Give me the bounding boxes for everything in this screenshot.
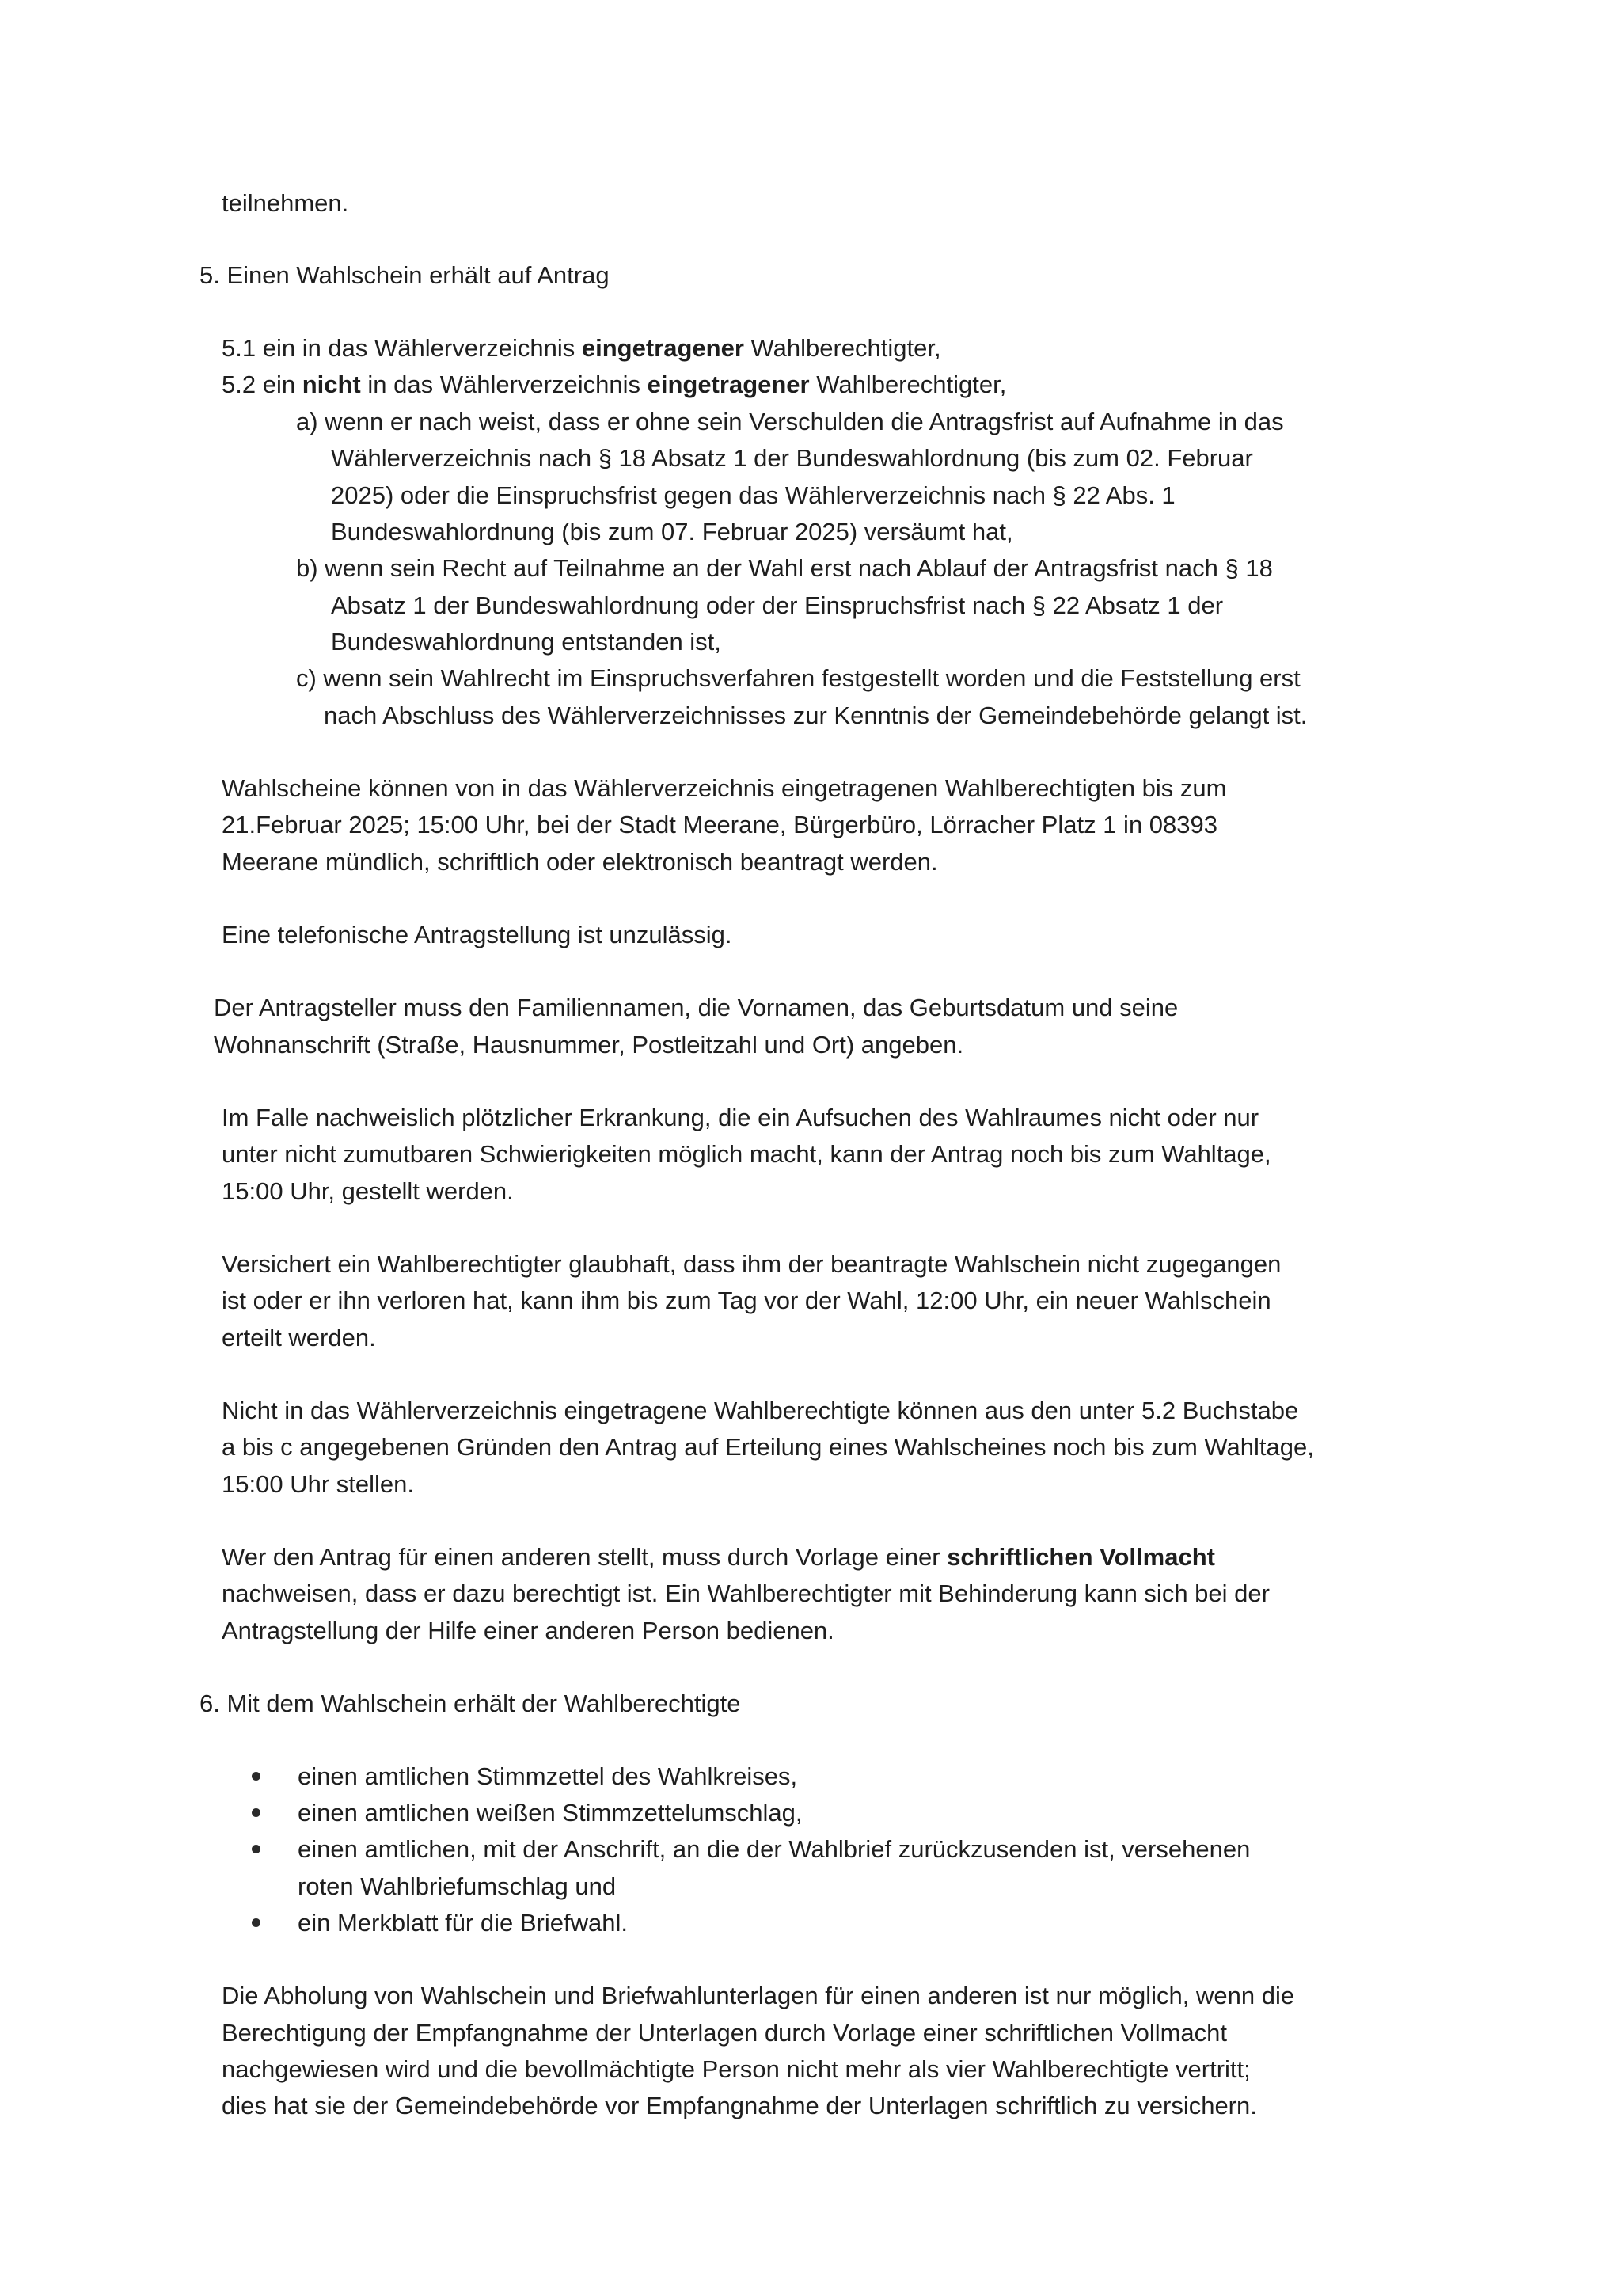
section-5-heading: 5. Einen Wahlschein erhält auf Antrag	[199, 261, 610, 289]
bullet-icon	[252, 1918, 260, 1927]
bullet-item-wahlbriefumschlag-line-1: einen amtlichen, mit der Anschrift, an die der Wahlbrief zurückzusenden ist, versehenen	[298, 1835, 1251, 1863]
paragraph-abholung-line-2: Berechtigung der Empfangnahme der Unterlagen durch Vorlage einer schriftlichen Vollmacht	[222, 2019, 1228, 2047]
paragraph-vollmacht-line-3: Antragstellung der Hilfe einer anderen Person bedienen.	[222, 1617, 834, 1644]
continuation-text: teilnehmen.	[222, 189, 349, 217]
item-5-1-suffix: Wahlberechtigter,	[743, 334, 941, 362]
bullet-icon	[252, 1845, 260, 1853]
paragraph-vollmacht-line-2: nachweisen, dass er dazu berechtigt ist. Ein Wahlberechtigter mit Behinderung kann sich bei der	[222, 1579, 1270, 1607]
paragraph-antrag-line-2: 21.Februar 2025; 15:00 Uhr, bei der Stadt Meerane, Bürgerbüro, Lörracher Platz 1 in 08393	[222, 811, 1217, 838]
item-5-2-bold-nicht: nicht	[302, 371, 361, 398]
item-5-2-b-line-3: Bundeswahlordnung entstanden ist,	[331, 628, 721, 656]
paragraph-nicht-eingetragen-line-1: Nicht in das Wählerverzeichnis eingetragene Wahlberechtigte können aus den unter 5.2 Buchstabe	[222, 1397, 1299, 1424]
item-5-1-bold: eingetragener	[581, 334, 744, 362]
paragraph-abholung-line-1: Die Abholung von Wahlschein und Briefwahlunterlagen für einen anderen ist nur möglich, wenn die	[222, 1982, 1295, 2009]
bullet-item-stimmzettelumschlag: einen amtlichen weißen Stimmzettelumschlag,	[298, 1799, 803, 1827]
item-5-2-c-line-2: nach Abschluss des Wählerverzeichnisses zur Kenntnis der Gemeindebehörde gelangt ist.	[324, 701, 1308, 729]
paragraph-verloren-line-1: Versichert ein Wahlberechtigter glaubhaft, dass ihm der beantragte Wahlschein nicht zugegangen	[222, 1250, 1282, 1278]
item-5-2-mid: in das Wählerverzeichnis	[360, 371, 648, 398]
paragraph-vollmacht-bold: schriftlichen Vollmacht	[947, 1543, 1215, 1571]
paragraph-vollmacht-prefix: Wer den Antrag für einen anderen stellt, muss durch Vorlage einer	[222, 1543, 948, 1571]
bullet-item-wahlbriefumschlag-line-2: roten Wahlbriefumschlag und	[298, 1872, 617, 1900]
paragraph-nicht-eingetragen-line-2: a bis c angegebenen Gründen den Antrag auf Erteilung eines Wahlscheines noch bis zum Wahltage,	[222, 1433, 1314, 1461]
paragraph-nicht-eingetragen-line-3: 15:00 Uhr stellen.	[222, 1470, 414, 1498]
bullet-item-stimmzettel: einen amtlichen Stimmzettel des Wahlkreises,	[298, 1762, 798, 1790]
paragraph-erkrankung-line-3: 15:00 Uhr, gestellt werden.	[222, 1177, 514, 1205]
item-5-2-a-line-2: Wählerverzeichnis nach § 18 Absatz 1 der Bundeswahlordnung (bis zum 02. Februar	[331, 444, 1253, 472]
paragraph-antrag-line-3: Meerane mündlich, schriftlich oder elektronisch beantragt werden.	[222, 848, 938, 876]
item-5-2-suffix: Wahlberechtigter,	[809, 371, 1007, 398]
paragraph-verloren-line-3: erteilt werden.	[222, 1324, 376, 1351]
item-5-2-b-line-1: b) wenn sein Recht auf Teilnahme an der Wahl erst nach Ablauf der Antragsfrist nach § 18	[296, 554, 1273, 582]
item-5-2	[222, 367, 1006, 403]
bullet-item-merkblatt: ein Merkblatt für die Briefwahl.	[298, 1909, 628, 1937]
item-5-2-b-line-2: Absatz 1 der Bundeswahlordnung oder der Einspruchsfrist nach § 22 Absatz 1 der	[331, 591, 1224, 619]
paragraph-abholung-line-4: dies hat sie der Gemeindebehörde vor Empfangnahme der Unterlagen schriftlich zu versichern.	[222, 2092, 1257, 2119]
paragraph-abholung-line-3: nachgewiesen wird und die bevollmächtigte Person nicht mehr als vier Wahlberechtigte vertritt;	[222, 2055, 1251, 2083]
item-5-2-prefix: 5.2 ein	[222, 371, 302, 398]
section-6-heading: 6. Mit dem Wahlschein erhält der Wahlberechtigte	[199, 1690, 741, 1717]
paragraph-antragsteller-line-1: Der Antragsteller muss den Familiennamen, die Vornamen, das Geburtsdatum und seine	[214, 994, 1179, 1021]
paragraph-erkrankung-line-1: Im Falle nachweislich plötzlicher Erkrankung, die ein Aufsuchen des Wahlraumes nicht oder nur	[222, 1104, 1259, 1131]
paragraph-antragsteller-line-2: Wohnanschrift (Straße, Hausnummer, Postleitzahl und Ort) angeben.	[214, 1031, 964, 1059]
item-5-2-bold-eingetragener: eingetragener	[647, 371, 810, 398]
bullet-icon	[252, 1808, 260, 1817]
item-5-2-a-line-3: 2025) oder die Einspruchsfrist gegen das Wählerverzeichnis nach § 22 Abs. 1	[331, 481, 1176, 509]
paragraph-vollmacht-line-1	[222, 1539, 1215, 1576]
bullet-icon	[252, 1772, 260, 1781]
item-5-1	[222, 330, 941, 367]
item-5-2-a-line-1: a) wenn er nach weist, dass er ohne sein Verschulden die Antragsfrist auf Aufnahme in das	[296, 408, 1284, 435]
paragraph-antrag-line-1: Wahlscheine können von in das Wählerverzeichnis eingetragenen Wahlberechtigten bis zum	[222, 774, 1227, 802]
paragraph-erkrankung-line-2: unter nicht zumutbaren Schwierigkeiten möglich macht, kann der Antrag noch bis zum Wahltage,	[222, 1140, 1271, 1168]
item-5-2-c-line-1: c) wenn sein Wahlrecht im Einspruchsverfahren festgestellt worden und die Feststellung erst	[296, 664, 1301, 692]
item-5-2-a-line-4: Bundeswahlordnung (bis zum 07. Februar 2025) versäumt hat,	[331, 518, 1013, 545]
item-5-1-prefix: 5.1 ein in das Wählerverzeichnis	[222, 334, 582, 362]
paragraph-verloren-line-2: ist oder er ihn verloren hat, kann ihm bis zum Tag vor der Wahl, 12:00 Uhr, ein neuer Wahlschein	[222, 1287, 1271, 1314]
paragraph-telefonisch: Eine telefonische Antragstellung ist unzulässig.	[222, 921, 732, 948]
